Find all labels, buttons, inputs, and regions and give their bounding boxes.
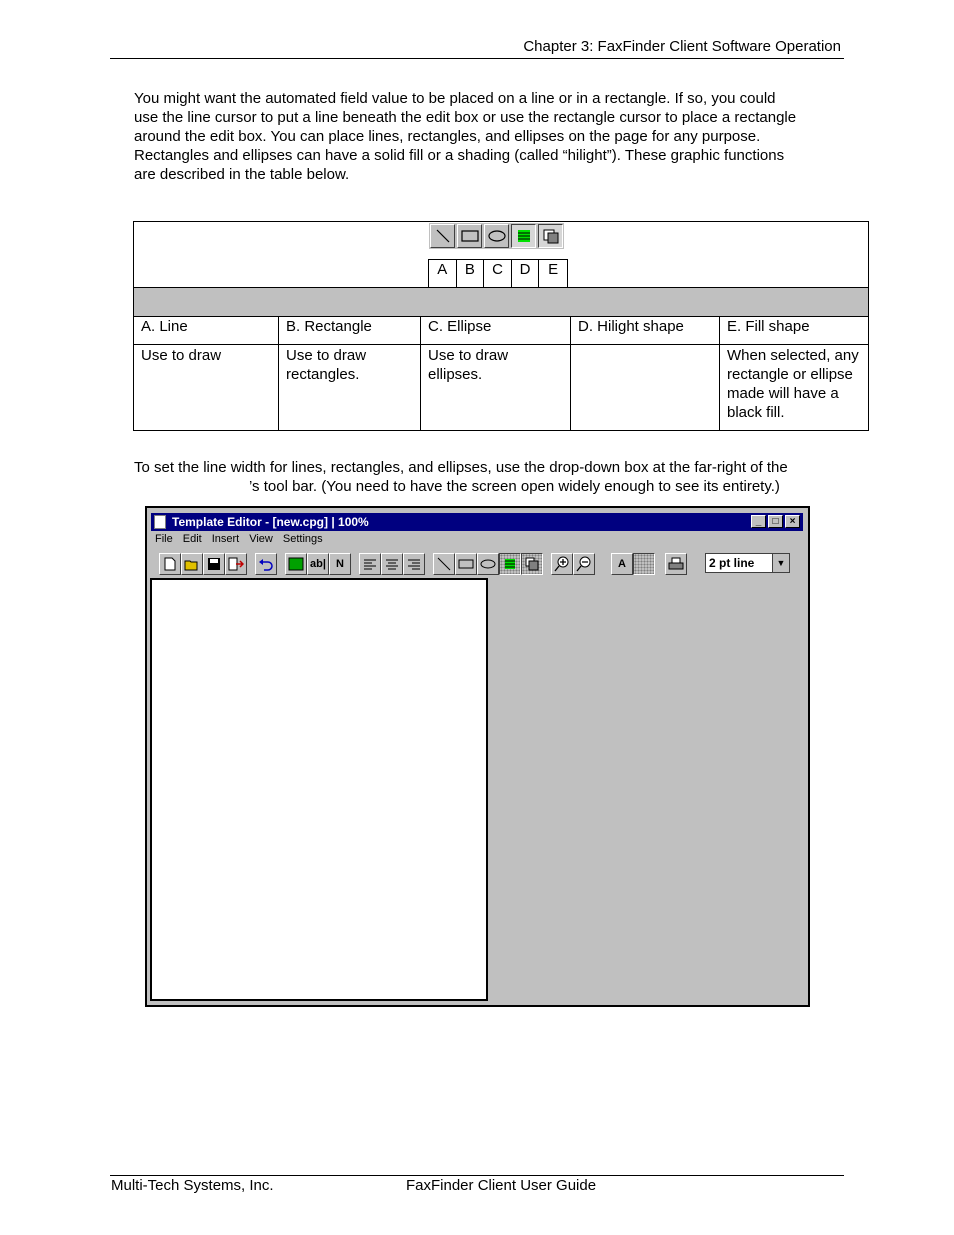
close-button[interactable]: ×: [785, 515, 800, 528]
pattern-icon[interactable]: [633, 553, 655, 575]
tool-letter-row: [428, 259, 568, 287]
document-icon: [154, 515, 166, 529]
undo-icon[interactable]: [255, 553, 277, 575]
header-cell: B. Rectangle: [279, 316, 421, 345]
description-cell: Use to draw rectangles.: [279, 345, 421, 430]
print-icon[interactable]: [665, 553, 687, 575]
tool-letter: D: [512, 260, 540, 287]
menu-view[interactable]: View: [249, 533, 273, 545]
align-left-icon[interactable]: [359, 553, 381, 575]
description-cell: When selected, any rectangle or ellipse made will have a black fill.: [727, 347, 859, 421]
menu-settings[interactable]: Settings: [282, 533, 323, 545]
zoom-in-icon[interactable]: [551, 553, 573, 575]
header-cell: D. Hilight shape: [571, 316, 720, 345]
line-width-dropdown[interactable]: [705, 553, 790, 573]
save-icon[interactable]: [203, 553, 225, 575]
template-canvas[interactable]: [150, 578, 488, 1001]
table-gray-band: [134, 287, 868, 317]
tool-letter: A: [429, 260, 457, 287]
menu-file[interactable]: File: [155, 533, 173, 545]
open-icon[interactable]: [181, 553, 203, 575]
footer-company: Multi-Tech Systems, Inc.: [111, 1177, 274, 1194]
line-icon[interactable]: [430, 224, 455, 248]
chapter-header: Chapter 3: FaxFinder Client Software Operation: [523, 38, 841, 55]
menu-insert[interactable]: Insert: [211, 533, 240, 545]
hilight-icon[interactable]: [511, 224, 536, 248]
intro-line: around the edit box. You can place lines, rectangles, and ellipses on the page for any purpose.: [134, 128, 761, 145]
intro-paragraph: [134, 89, 834, 184]
font-icon[interactable]: A: [611, 553, 633, 575]
window-controls: [751, 515, 800, 528]
footer-guide: FaxFinder Client User Guide: [406, 1177, 597, 1194]
tool-letter: B: [457, 260, 485, 287]
header-cell: C. Ellipse: [421, 316, 571, 345]
ellipse-icon[interactable]: [477, 553, 499, 575]
note-line: To set the line width for lines, rectangles, and ellipses, use the drop-down box at the far-right of the: [134, 459, 788, 476]
rectangle-icon[interactable]: [455, 553, 477, 575]
numeric-field-icon[interactable]: N: [329, 553, 351, 575]
zoom-out-icon[interactable]: [573, 553, 595, 575]
line-icon[interactable]: [433, 553, 455, 575]
description-cell: Use to draw: [134, 345, 279, 430]
function-grid: [134, 316, 868, 430]
window-titlebar[interactable]: [151, 513, 803, 531]
align-right-icon[interactable]: [403, 553, 425, 575]
line-width-note: [134, 458, 834, 496]
footer-rule: [110, 1175, 844, 1176]
note-line: ’s tool bar. (You need to have the screen open widely enough to see its entirety.): [249, 478, 780, 495]
header-cell: E. Fill shape: [720, 316, 868, 345]
align-center-icon[interactable]: [381, 553, 403, 575]
insert-image-icon[interactable]: [285, 553, 307, 575]
fill-icon[interactable]: [521, 553, 543, 575]
tool-letter: E: [548, 261, 559, 278]
line-width-value: 2 pt line: [709, 556, 755, 570]
drawing-tools-strip: [429, 223, 564, 249]
intro-line: use the line cursor to put a line beneath the edit box or use the rectangle cursor to place a rectangle: [134, 109, 797, 126]
template-editor-window: [145, 506, 810, 1007]
exit-icon[interactable]: [225, 553, 247, 575]
header-rule: [110, 58, 844, 59]
intro-line: Rectangles and ellipses can have a solid fill or a shading (called “hilight”). These graphic functions: [134, 147, 785, 164]
new-icon[interactable]: [159, 553, 181, 575]
hilight-icon[interactable]: [499, 553, 521, 575]
fill-icon[interactable]: [538, 224, 563, 248]
minimize-button[interactable]: _: [751, 515, 766, 528]
intro-line: are described in the table below.: [134, 166, 350, 183]
maximize-button[interactable]: □: [768, 515, 783, 528]
intro-line: You might want the automated field value to be placed on a line or in a rectangle. If so, you could: [134, 90, 776, 107]
menu-bar: [155, 533, 323, 549]
ellipse-icon[interactable]: [484, 224, 509, 248]
description-cell: [571, 345, 720, 430]
rectangle-icon[interactable]: [457, 224, 482, 248]
description-cell: Use to draw ellipses.: [421, 345, 571, 430]
editor-toolbar: [155, 553, 795, 577]
menu-edit[interactable]: Edit: [182, 533, 202, 545]
chevron-down-icon[interactable]: ▼: [772, 554, 789, 572]
text-field-icon[interactable]: ab|: [307, 553, 329, 575]
header-cell: A. Line: [134, 316, 279, 345]
window-title: Template Editor - [new.cpg] | 100%: [172, 515, 369, 529]
tool-letter: C: [484, 260, 512, 287]
